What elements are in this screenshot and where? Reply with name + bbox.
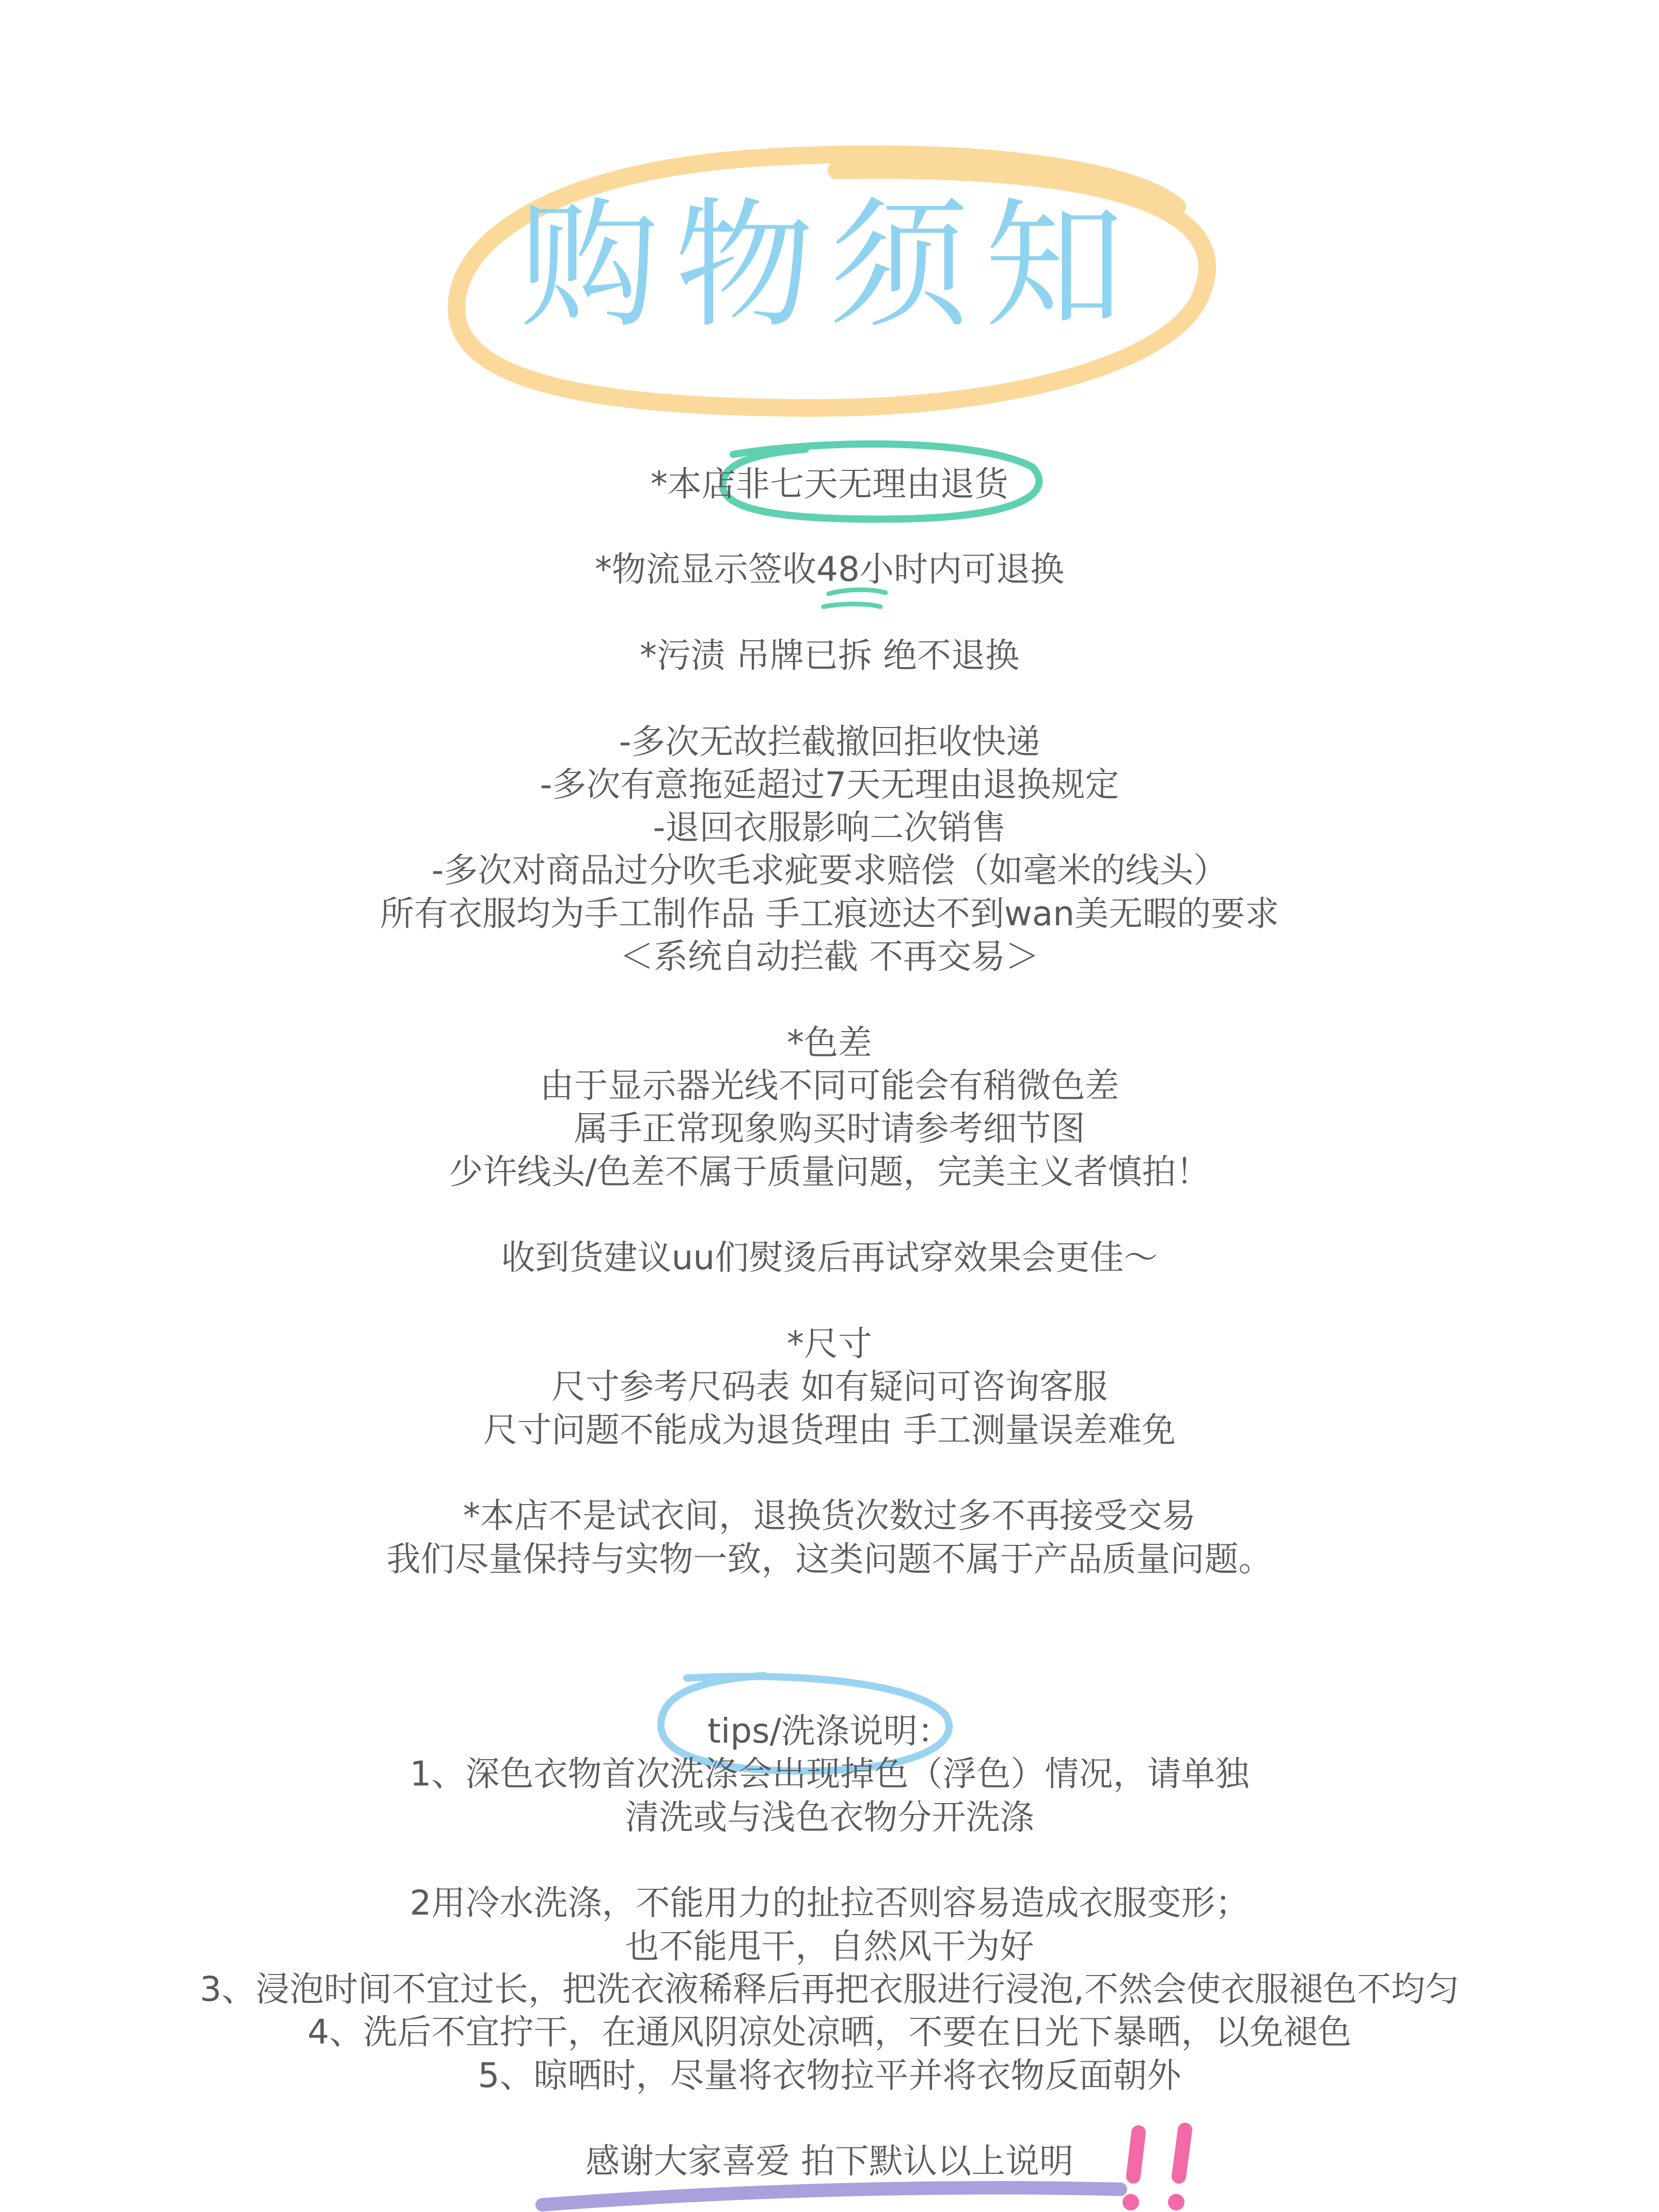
text-line: 尺寸参考尺码表 如有疑问可咨询客服: [551, 1367, 1108, 1407]
purple-underline: [542, 2188, 1120, 2205]
pink-exclaim-dot-1: [1123, 2194, 1139, 2210]
text-line: 感谢大家喜爱 拍下默认以上说明: [586, 2141, 1073, 2181]
text-line: 尺寸问题不能成为退货理由 手工测量误差难免: [483, 1410, 1176, 1450]
text-line: *本店非七天无理由退货: [651, 464, 1008, 504]
text-line: 所有衣服均为手工制作品 手工痕迹达不到wan美无暇的要求: [380, 894, 1279, 934]
text-line: 清洗或与浅色衣物分开洗涤: [625, 1797, 1034, 1837]
text-line: -多次有意拖延超过7天无理由退换规定: [540, 765, 1119, 804]
text-line: 2用冷水洗涤，不能用力的扯拉否则容易造成衣服变形；: [409, 1883, 1250, 1923]
text-line: -多次无故拦截撤回拒收快递: [619, 722, 1040, 762]
text-line: *污渍 吊牌已拆 绝不退换: [640, 636, 1019, 675]
text-line: 也不能甩干，自然风干为好: [625, 1926, 1034, 1966]
text-line: -多次对商品过分吹毛求疵要求赔偿（如毫米的线头）: [431, 850, 1228, 890]
text-line: 1、深色衣物首次洗涤会出现掉色（浮色）情况，请单独: [409, 1754, 1250, 1794]
text-line: 3、浸泡时间不宜过长，把洗衣液稀释后再把衣服进行浸泡,不然会使衣服褪色不均匀: [200, 1969, 1459, 2009]
text-line: *物流显示签收48小时内可退换: [595, 549, 1064, 589]
page-title: 购物须知: [519, 184, 1140, 347]
text-line: 收到货建议uu们熨烫后再试穿效果会更佳～: [501, 1238, 1158, 1277]
green-underline-1: [829, 590, 886, 594]
text-line: tips/洗涤说明：: [707, 1711, 952, 1751]
text-line: 少许线头/色差不属于质量问题，完美主义者慎拍！: [449, 1152, 1210, 1192]
text-line: *本店不是试衣间，退换货次数过多不再接受交易: [463, 1496, 1196, 1536]
text-line: -退回衣服影响二次销售: [653, 808, 1006, 847]
text-line: *尺寸: [787, 1324, 872, 1364]
text-line: 属手正常现象购买时请参考细节图: [574, 1109, 1085, 1148]
text-line: 4、洗后不宜拧干，在通风阴凉处凉晒，不要在日光下暴晒，以免褪色: [307, 2012, 1352, 2052]
text-line: 5、晾晒时，尽量将衣物拉平并将衣物反面朝外: [478, 2056, 1181, 2095]
text-line: 我们尽量保持与实物一致，这类问题不属于产品质量问题。: [386, 1539, 1273, 1579]
text-line: *色差: [787, 1023, 872, 1063]
text-line: ＜系统自动拦截 不再交易＞: [620, 937, 1039, 976]
pink-exclaim-dot-2: [1168, 2194, 1184, 2210]
green-underline-2: [824, 604, 880, 607]
text-line: 由于显示器光线不同可能会有稍微色差: [540, 1066, 1119, 1105]
